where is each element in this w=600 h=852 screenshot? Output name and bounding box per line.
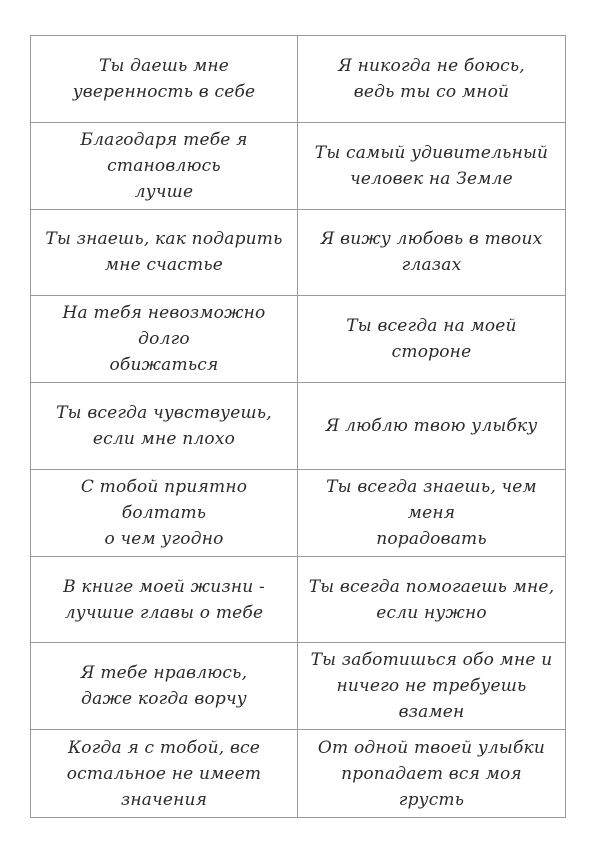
card-text: Ты заботишься обо мне и ничего не требуешь взамен <box>310 650 553 723</box>
card <box>31 557 298 644</box>
card-text: Ты знаешь, как подарить мне счастье <box>45 229 283 276</box>
card <box>31 123 298 210</box>
card-text: В книге моей жизни - лучшие главы о тебе <box>63 576 265 623</box>
card-text: Ты всегда знаешь, чем меня порадовать <box>326 476 537 549</box>
card-text: Ты всегда помогаешь мне, если нужно <box>308 576 555 623</box>
card-text: Я никогда не боюсь, ведь ты со мной <box>338 55 525 102</box>
card-text: От одной твоей улыбки пропадает вся моя грусть <box>317 737 546 810</box>
card <box>298 210 565 297</box>
card <box>298 36 565 123</box>
card-text: Ты самый удивительный человек на Земле <box>314 142 549 189</box>
cards-grid <box>30 35 566 818</box>
card-text: Ты даешь мне уверенность в себе <box>72 55 256 102</box>
card <box>31 643 298 730</box>
card-text: Я люблю твою улыбку <box>325 415 538 436</box>
card <box>31 730 298 817</box>
card <box>31 470 298 557</box>
card-text: С тобой приятно болтать о чем угодно <box>80 476 248 549</box>
card <box>31 383 298 470</box>
card <box>298 470 565 557</box>
card-text: Ты всегда на моей стороне <box>346 316 517 363</box>
card <box>31 296 298 383</box>
card-text: Я вижу любовь в твоих глазах <box>320 229 543 276</box>
card <box>31 210 298 297</box>
card <box>298 383 565 470</box>
card-text: На тебя невозможно долго обижаться <box>62 303 266 376</box>
card <box>298 643 565 730</box>
card <box>298 296 565 383</box>
card-text: Благодаря тебе я становлюсь лучше <box>80 129 248 202</box>
card-text: Когда я с тобой, все остальное не имеет значения <box>66 737 262 810</box>
card <box>31 36 298 123</box>
card <box>298 123 565 210</box>
card-text: Я тебе нравлюсь, даже когда ворчу <box>80 663 248 710</box>
card <box>298 557 565 644</box>
card <box>298 730 565 817</box>
card-text: Ты всегда чувствуешь, если мне плохо <box>56 402 272 449</box>
